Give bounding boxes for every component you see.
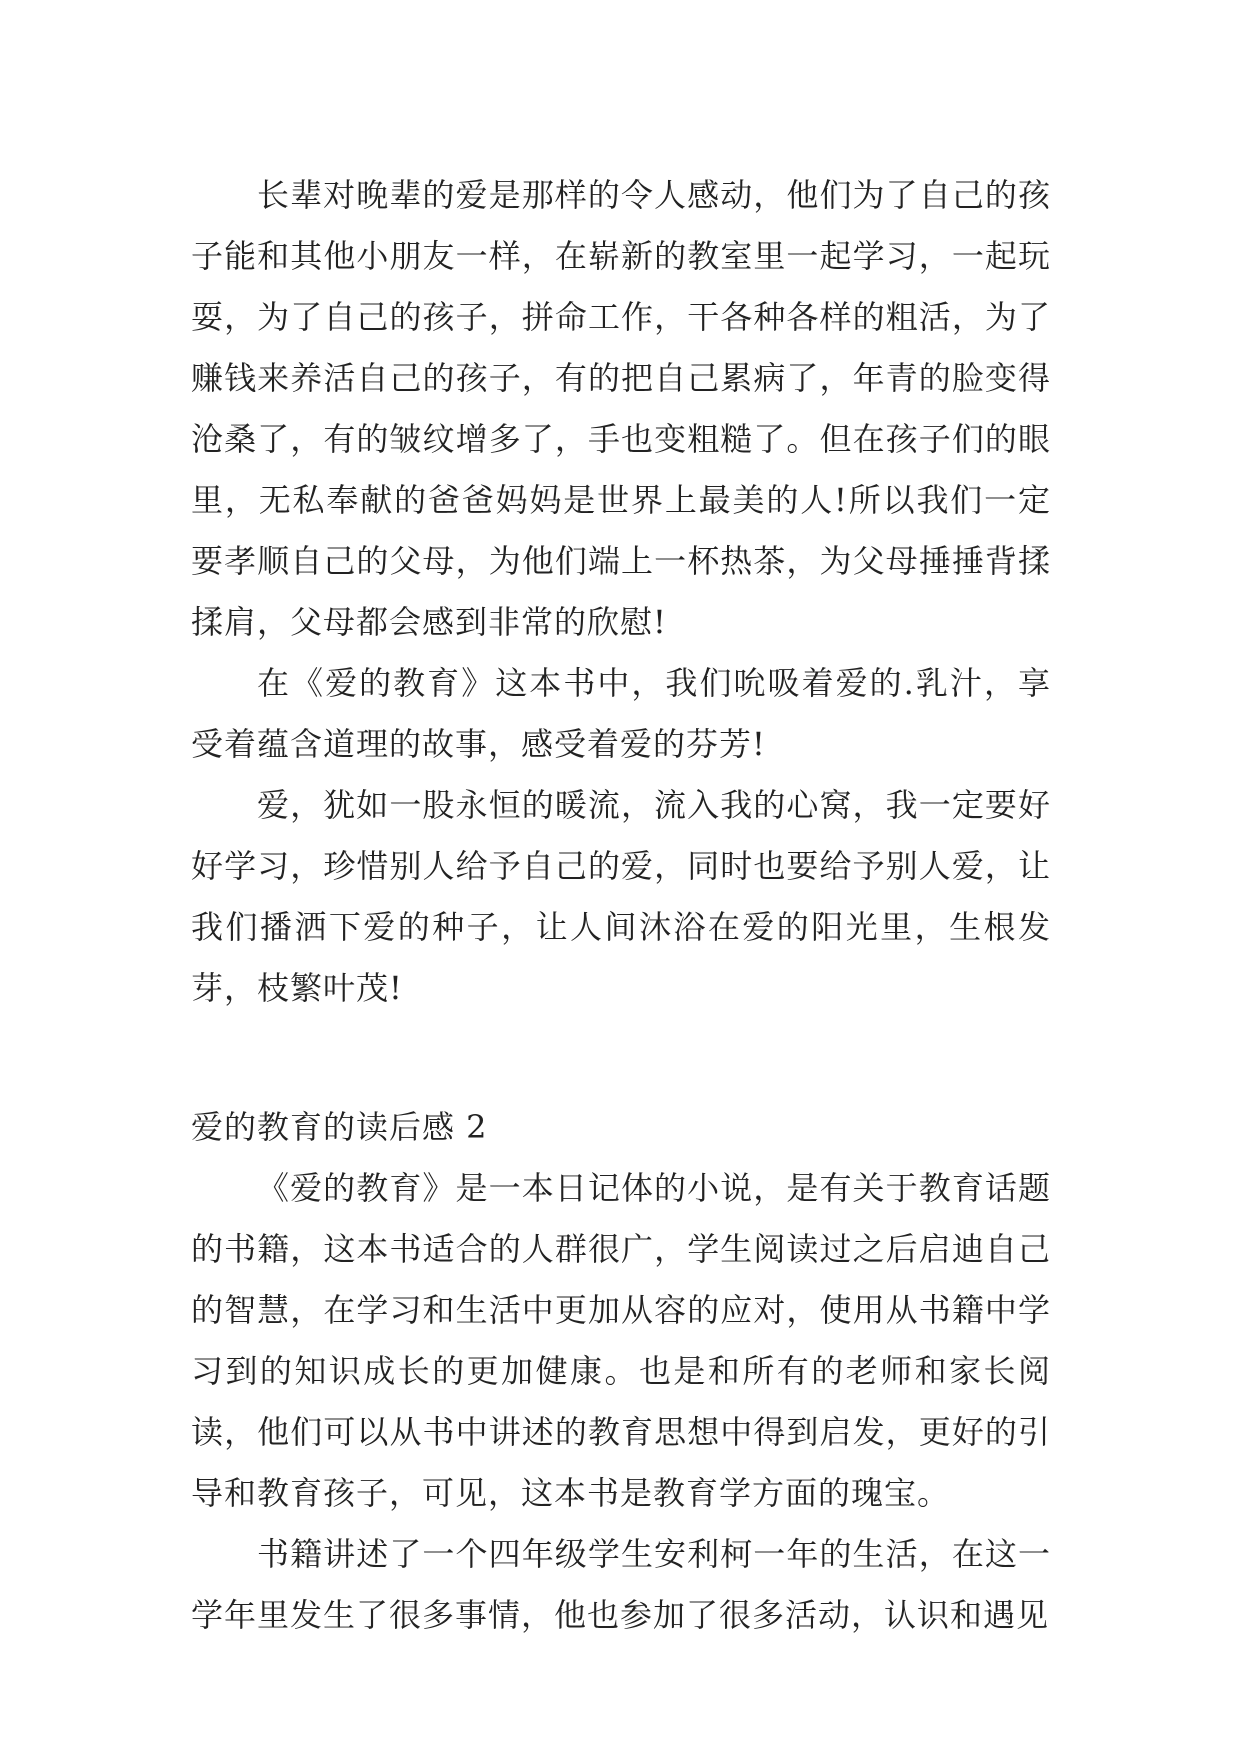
paragraph-story-summary: 书籍讲述了一个四年级学生安利柯一年的生活，在这一学年里发生了很多事情，他也参加了很多活动，认识和遇见 [191,1535,1051,1634]
paragraph-diary-novel: 《爱的教育》是一本日记体的小说，是有关于教育话题的书籍，这本书适合的人群很广，学生阅读过之后启迪自己的智慧，在学习和生活中更加从容的应对，使用从书籍中学习到的知识成长的更加健康。也是和所有的老师和家长阅读，他们可以从书中讲述的教育思想中得到启发，更好的引导和教育孩子，可见，这本书是教育学方面的瑰宝。 [191,1169,1051,1512]
section-title: 爱的教育的读后感 2 [191,1108,488,1146]
document-body [191,165,1051,1646]
paragraph-love-warm-stream: 爱，犹如一股永恒的暖流，流入我的心窝，我一定要好好学习，珍惜别人给予自己的爱，同时也要给予别人爱，让我们播洒下爱的种子，让人间沐浴在爱的阳光里，生根发芽，枝繁叶茂! [191,786,1051,1007]
paragraph-book-intro: 在《爱的教育》这本书中，我们吮吸着爱的.乳汁，享受着蕴含道理的故事，感受着爱的芬芳! [191,664,1051,763]
paragraph-parents-love: 长辈对晚辈的爱是那样的令人感动，他们为了自己的孩子能和其他小朋友一样，在崭新的教室里一起学习，一起玩耍，为了自己的孩子，拼命工作，干各种各样的粗活，为了赚钱来养活自己的孩子，有的把自己累病了，年青的脸变得沧桑了，有的皱纹增多了，手也变粗糙了。但在孩子们的眼里，无私奉献的爸爸妈妈是世界上最美的人!所以我们一定要孝顺自己的父母，为他们端上一杯热茶，为父母捶捶背揉揉肩，父母都会感到非常的欣慰! [191,176,1051,641]
